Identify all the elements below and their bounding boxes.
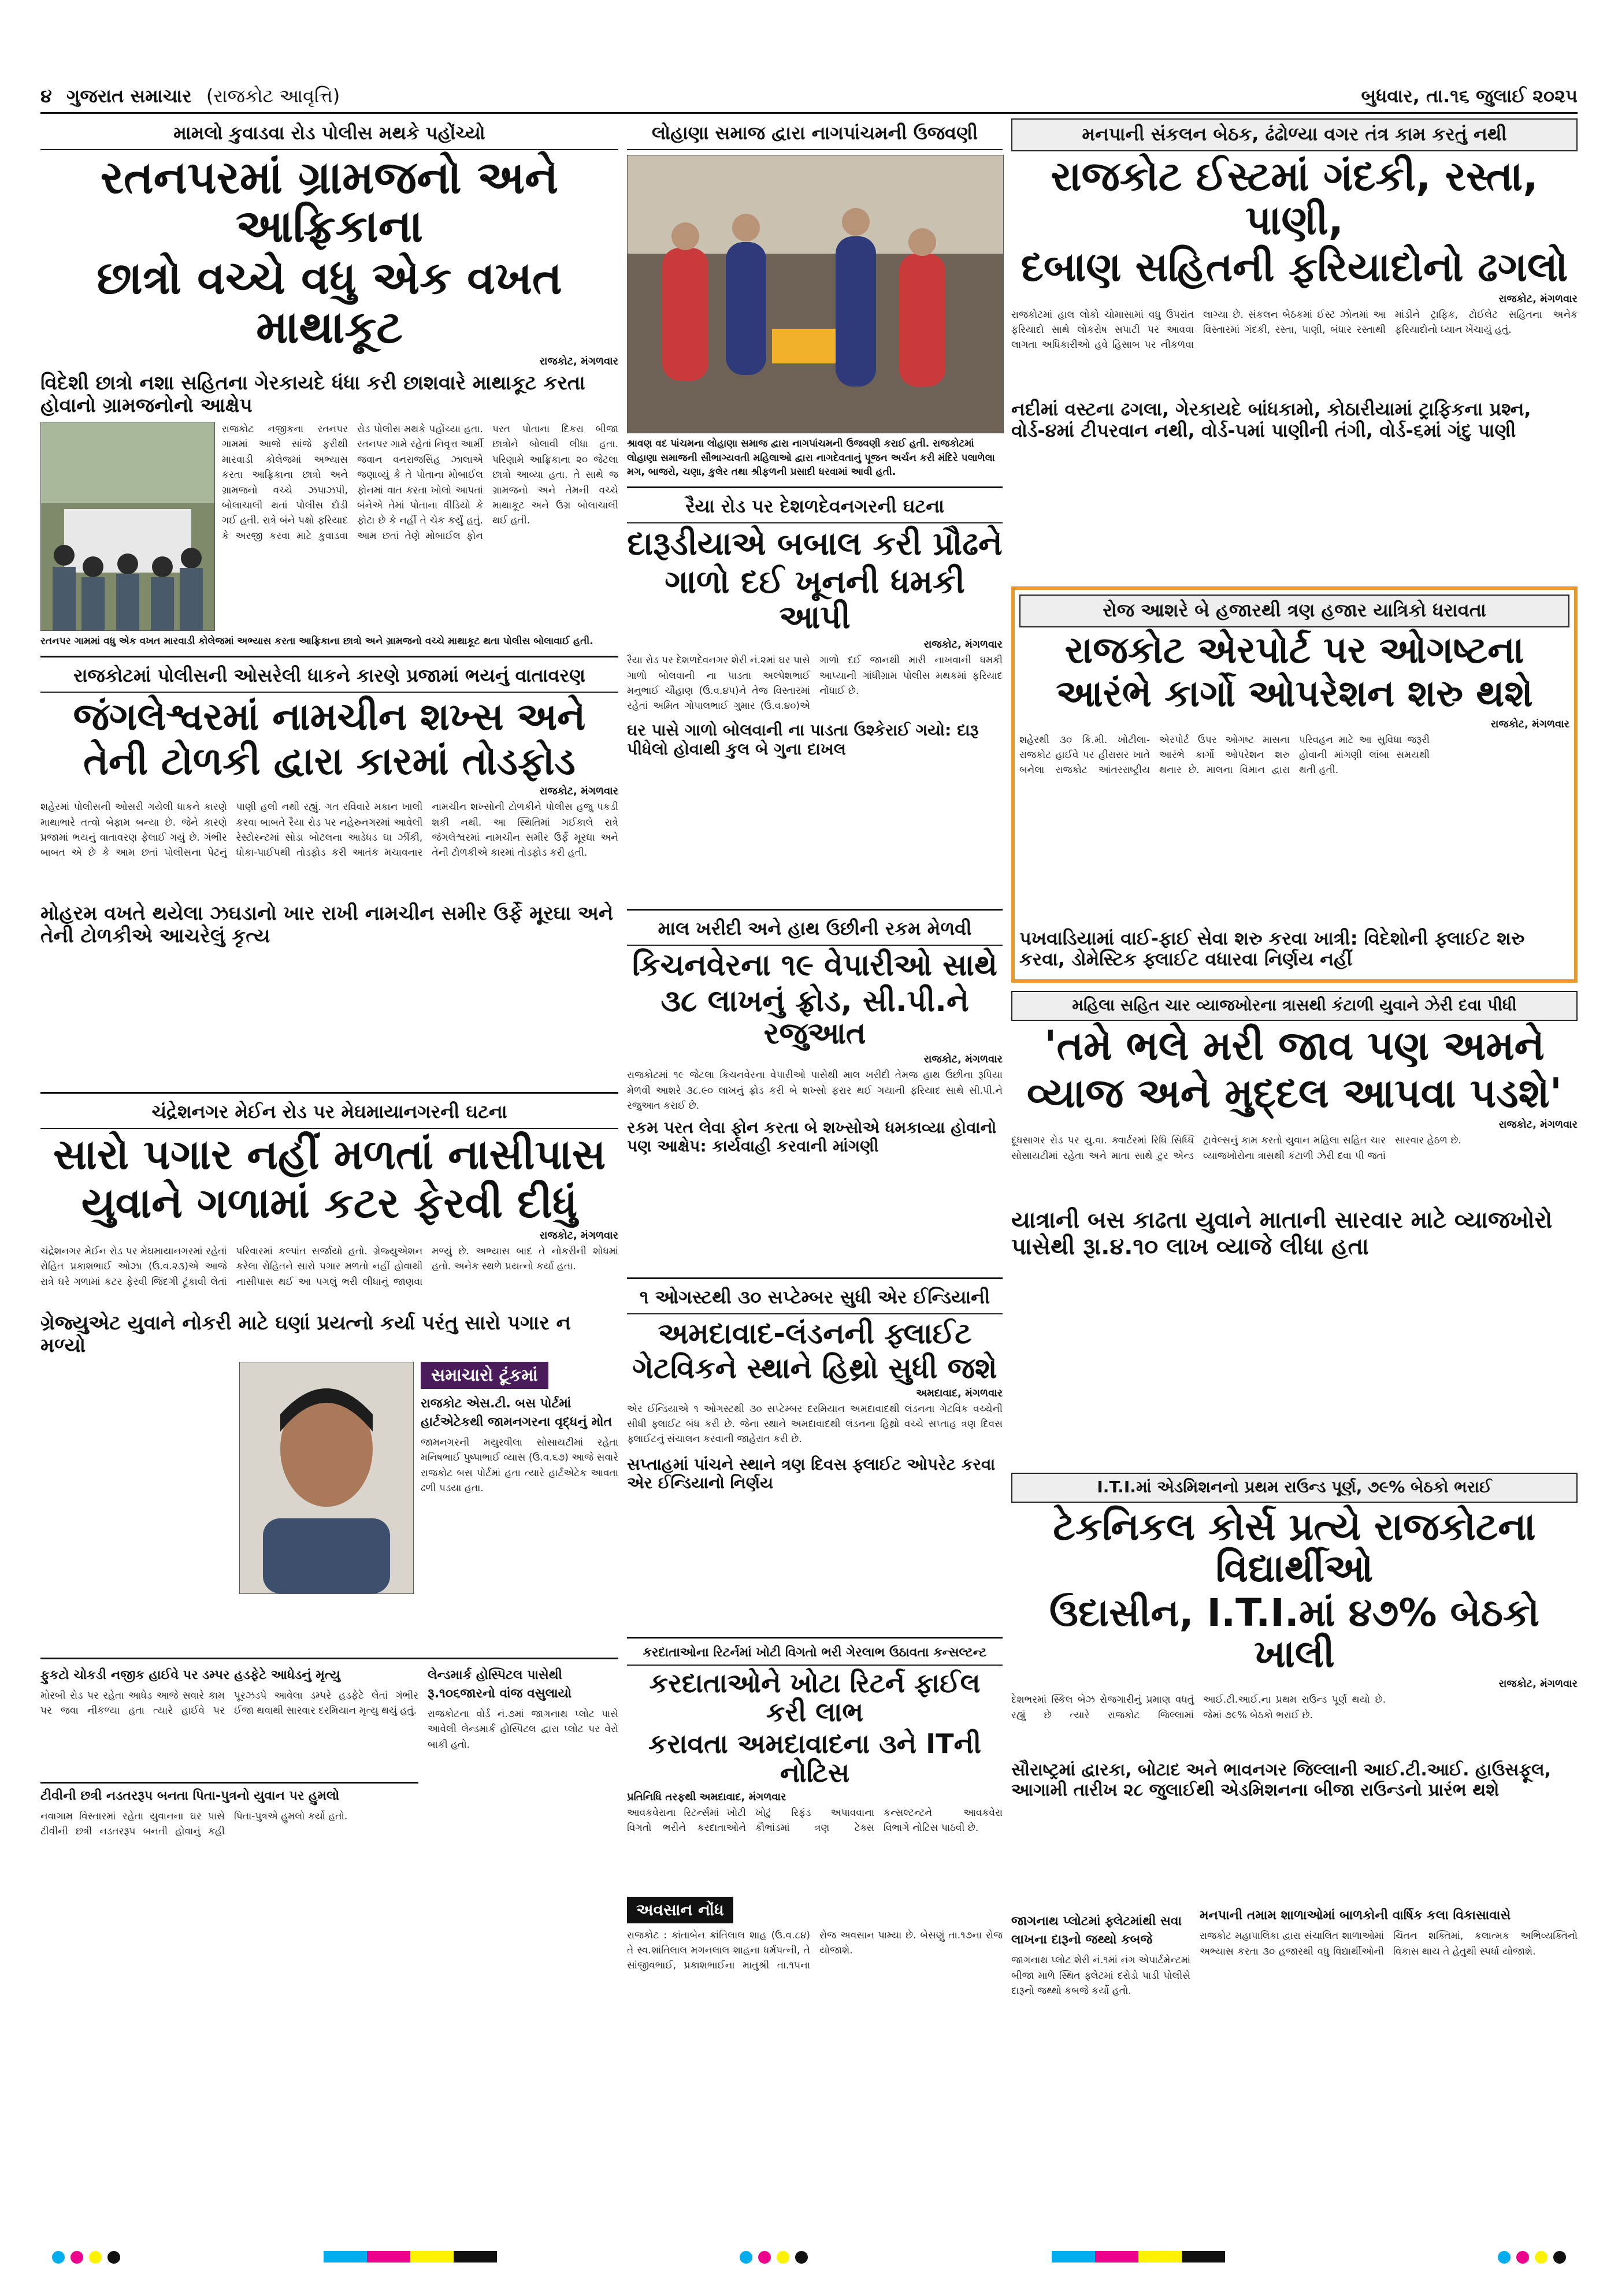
right-column: [1011, 118, 1578, 2057]
iti-body-more: [1200, 1805, 1578, 1903]
ratanpar-body: રાજકોટ નજીકના રતનપર ગામમાં આજે સાંજે ફરીથી મારવાડી કોલેજમાં અભ્યાસ કરતા આફ્રિકાના છાત્રો અને ગ્રામજનો વચ્ચે ઝપાઝપી, બોલાચાલી થતાં પોલીસ દોડી ગઈ હતી. રાત્રે બંને પક્ષો ફરિયાદ કે અરજી કરવા માટે કુવાડવા રોડ પોલીસ મથકે પહોંચ્યા હતા. રતનપર ગામે રહેતાં નિવૃત્ત આર્મી જવાન વનરાજસિંહ ઝાલાએ જણાવ્યું કે તે પોતાના મોબાઈલ ફોનમાં વાત કરતા ખોલો આપતાં બંનેએ તેમાં પોતાના વીડિયો કે ફોટા છે કે નહીં તે ચેક કર્યું હતું. આમ છતાં તેણે મોબાઈલ ફોન પરત પોતાના દિકરા બીજા છાત્રોને બોલાવી લીધા હતા. પરિણામે આફ્રિકાના ૨૦ જેટલા છાત્રો આવ્યા હતા. તે સાથે જ ગ્રામજનો અને તેમની વચ્ચે માથાકૂટ અને ઉગ્ર બોલાચાલી થઈ હતી.: [222, 423, 618, 542]
it-notice-kicker: કરદાતાઓના રિટર્નમાં ખોટી વિગતો ભરી ગેરલાભ ઉઠાવતા કન્સલ્ટન્ટ: [627, 1642, 1003, 1666]
air-india-headline-1: અમદાવાદ-લંડનની ફ્લાઈટ: [658, 1316, 972, 1350]
nagpanchami-photo: [627, 155, 1004, 433]
east-zone-body: રાજકોટમાં હાલ લોકો ચોમાસામાં વધુ ઉપરાંત ફરિયાદો સાથે લોકરોષ સપાટી પર આવવા લાગતા અધિકારીઓ હવે હિસાબ પર નીકળવા લાગ્યા છે. સંકલન બેઠકમાં ઈસ્ટ ઝોનમાં આ વિસ્તારમાં ગંદકી, રસ્તા, પાણી, બંધાર રસ્તાથી માંડીને ટ્રાફિક, ટોઈલેટ સહિતના અનેક ફરિયાદોનો ધ્યાન ખેંચાયું હતું.: [1011, 309, 1578, 351]
iti-dateline: રાજકોટ, મંગળવાર: [1498, 1678, 1578, 1691]
color-bar-right: [1052, 2251, 1225, 2262]
daruda-headline-1: દારૂડીયાએ બબાલ કરી પ્રૌઢને: [627, 525, 1003, 563]
divider: [40, 1782, 418, 1784]
airport-dateline: રાજકોટ, મંગળવાર: [1490, 718, 1569, 730]
airport-headline-2: આરંભે કાર્ગો ઓપરેશન શરુ થશે: [1056, 673, 1533, 716]
left-column: [40, 118, 618, 1896]
ratanpar-headline-1: રતનપરમાં ગ્રામજનો અને આફ્રિકાના: [100, 152, 559, 253]
landmark-hospital-headline: લેન્ડમાર્ક હોસ્પિટલ પાસેથી રૂ.૧૦૬જારનો વાંજ વસુલાયો: [428, 1668, 572, 1701]
it-notice-dateline: પ્રતિનિધિ તરફથી અમદાવાદ, મંગળવાર: [627, 1790, 786, 1803]
print-registration-strip: [0, 2251, 1618, 2268]
samachar-tunkma-label: સમાચારો ટૂંકમાં: [421, 1362, 548, 1389]
iti-body-continued: [1011, 1805, 1190, 1909]
daruda-subhead: ઘર પાસે ગાળો બોલવાની ના પાડતા ઉશ્કેરાઈ ગયો: દારૂ પીધેલો હોવાથી કુલ બે ગુના દાખલ: [627, 720, 979, 759]
registration-dots-right: [1498, 2251, 1566, 2264]
moneylender-body: દૂધસાગર રોડ પર યુ.વા. ક્વાર્ટરમાં રિધિ સિધ્ધિ સોસાયટીમાં રહેતા અને માતા સાથે ટુર એન્ડ ટ્રાવેલ્સનું કામ કરતો યુવાન મહિલા સહિત ચાર વ્યાજખોરોના ત્રાસથી કંટાળી ઝેરી દવા પી જતાં સારવાર હેઠળ છે.: [1011, 1135, 1461, 1162]
suicide-body-continued: [40, 1362, 231, 1651]
jangleshwar-dateline: રાજકોટ, મંગળવાર: [539, 785, 618, 798]
iti-headline-2: ઉદાસીન, I.T.I.માં ૪૭% બેઠકો ખાલી: [1049, 1590, 1539, 1677]
air-india-body: એર ઈન્ડિયાએ ૧ ઓગસ્ટથી ૩૦ સપ્ટેમ્બર દરમિયાન અમદાવાદથી લંડનના ગેટવિક વચ્ચેની સીધી ફ્લાઈટ બંધ કરી છે. જેના સ્થાને અમદાવાદથી લંડનના હિથ્રો વચ્ચે સપ્તાહ ત્રણ દિવસ ફ્લાઈટનું સંચાલન કરવાની જાહેરાત કરી છે.: [627, 1403, 1003, 1446]
divider: [627, 1637, 1003, 1639]
divider: [627, 486, 1003, 488]
tv-dish-attack-body: નવાગામ વિસ્તારમાં રહેતા યુવાનના ઘર પાસે ટીવીની છત્રી નડતરરૂપ બનતી હોવાનું કહી પિતા-પુત્રએ હુમલો કર્યો હતો.: [40, 1810, 348, 1838]
air-india-headline-2: ગેટવિકને સ્થાને હિથ્રો સુધી જશે: [632, 1351, 997, 1385]
airport-cargo-box: [1011, 586, 1578, 983]
divider: [627, 1277, 1003, 1279]
divider: [40, 1092, 618, 1094]
kitchenware-kicker: માલ ખરીદી અને હાથ ઉછીની રકમ મેળવી: [627, 914, 1003, 946]
east-zone-subhead: નદીમાં વસ્ટના ઢગલા, ગેરકાયદે બાંધકામો, કોઠારીયામાં ટ્રાફિકના પ્રશ્ન, વોર્ડ-૪માં ટીપરવાન નથી, વોર્ડ-૫માં પાણીની તંગી, વોર્ડ-૬માં ગંદુ પાણી: [1011, 397, 1531, 441]
suicide-kicker: ચંદ્રેશનગર મેઈન રોડ પર મેઘમાયાનગરની ઘટના: [40, 1097, 618, 1129]
edition-label: (રાજકોટ આવૃત્તિ): [206, 84, 340, 107]
nagpanchami-kicker: લોહાણા સમાજ દ્વારા નાગપાંચમની ઉજવણી: [627, 118, 1003, 150]
kitchenware-headline-1: કિચનવેરના ૧૯ વેપારીઓ સાથે: [632, 948, 997, 983]
jangleshwar-headline-2: તેની ટોળકી દ્વારા કારમાં તોડફોડ: [83, 739, 576, 784]
ratanpar-kicker: મામલો કુવાડવા રોડ પોલીસ મથકે પહોંચ્યો: [40, 118, 618, 150]
ratanpar-headline-2: છાત્રો વચ્ચે વધુ એક વખત માથાકૂટ: [97, 252, 562, 354]
iti-headline-1: ટેકનિકલ કોર્સ પ્રત્યે રાજકોટના વિદ્યાર્થીઓ: [1053, 1504, 1536, 1591]
moneylender-body-continued: [1011, 1265, 1578, 1467]
suicide-headline-1: સારો પગાર નહીં મળતાં નાસીપાસ: [53, 1130, 606, 1179]
daruda-body: રૈયા રોડ પર દેશળદેવનગર શેરી નં.૨માં ઘર પાસે ગાળો બોલવાની ના પાડતા અલ્પેશભાઈ મનુભાઈ ચૌહાણ (ઉ.વ.૪૫)ને તેજ વિસ્તારમાં રહેતાં અમિત ગોપાલભાઈ ગુમાર (ઉ.વ.૪૦)એ ગાળો દઈ જાનથી મારી નાખવાની ધમકી આપ્યાની ગાંધીગ્રામ પોલીસ મથકમાં ફરિયાદ નોંધાઈ છે.: [627, 655, 1003, 712]
airport-body: શહેરથી ૩૦ કિ.મી. ખોટીલા-રાજકોટ હાઈવે પર હીરાસર ખાતે બનેલા રાજકોટ આંતરરાષ્ટ્રીય એરપોર્ટ ઉપર ઓગષ્ટ માસના આરંભે કાર્ગો ઓપરેશન શરુ થનાર છે. માલના વિમાન દ્વારા પરિવહન માટે આ સુવિધા જરૂરી હોવાની માંગણી લાંબા સમયથી થતી હતી.: [1019, 734, 1430, 777]
schools-art-body: રાજકોટ મહાપાલિકા દ્વારા સંચાલિત શાળાઓમાં અભ્યાસ કરતા ૩૦ હજારથી વધુ વિદ્યાર્થીઓની ચિંતન શક્તિમાં, કલાત્મક અભિવ્યક્તિનો વિકાસ થાય તે હેતુથી સ્પર્ધા યોજાશે.: [1200, 1930, 1578, 1957]
jangleshwar-kicker: રાજકોટમાં પોલીસની ઓસરેલી ધાકને કારણે પ્રજામાં ભયનું વાતાવરણ: [40, 661, 618, 693]
it-notice-body: આવકવેરાના રિટર્ન્સમાં ખોટી વિગતો ભરીને કરદાતાઓને ખોટું રિફંડ અપાવવાના કૌભાંડમાં ત્રણ ટેક્સ કન્સલ્ટન્ટને આવકવેરા વિભાગે નોટિસ પાઠવી છે.: [627, 1807, 1003, 1834]
suicide-dateline: રાજકોટ, મંગળવાર: [539, 1229, 618, 1242]
moneylender-subhead: યાત્રાની બસ કાઢતા યુવાને માતાની સારવાર માટે વ્યાજખોરો પાસેથી રૂા.૪.૧૦ લાખ વ્યાજે લીધા હતા: [1011, 1207, 1553, 1261]
jangleshwar-subhead: મોહરમ વખતે થયેલા ઝઘડાનો ખાર રાખી નામચીન સમીર ઉર્ફે મૂરઘા અને તેની ટોળકીએ આચરેલું કૃત્ય: [40, 902, 614, 948]
divider: [40, 1658, 618, 1659]
suicide-headline-2: યુવાને ગળામાં કટર ફેરવી દીધું: [81, 1179, 578, 1228]
dumper-accident-body: મોરબી રોડ પર રહેતા આધેડ આજે સવારે કામ પર જવા નીકળ્યા હતા ત્યારે હાઈવે પર પૂરઝડપે આવેલા ડમ્પરે હડફેટે લેતાં ગંભીર ઈજા થવાથી સારવાર દરમિયાન મૃત્યુ થયું હતું.: [40, 1690, 418, 1717]
page-header: [40, 80, 1578, 114]
avsan-nondh-label: અવસાન નોંધ: [627, 1897, 733, 1923]
registration-dots-left: [52, 2251, 120, 2264]
moneylender-headline-2: વ્યાજ અને મુદ્દલ આપવા પડશે': [1026, 1069, 1563, 1117]
east-zone-body-continued: [1011, 445, 1578, 578]
tv-dish-attack-headline: ટીવીની છત્રી નડતરરૂપ બનતા પિતા-પુત્રનો યુવાન પર હુમલો: [40, 1789, 340, 1804]
airport-headline-1: રાજકોટ એરપોર્ટ પર ઓગષ્ટના: [1064, 629, 1524, 673]
header-left: [40, 85, 348, 107]
moneylender-kicker: મહિલા સહિત ચાર વ્યાજખોરના ત્રાસથી કંટાળી યુવાને ઝેરી દવા પીધી: [1011, 991, 1578, 1021]
kitchenware-headline-2: ૩૮ લાખનું ફ્રોડ, સી.પી.ને રજુઆત: [660, 983, 969, 1052]
kitchenware-body: રાજકોટમાં ૧૯ જેટલા કિચનવેરના વેપારીઓ પાસેથી માલ ખરીદી તેમજ હાથ ઉછીના રૂપિયા મેળવી આશરે ૩૮.૯૦ લાખનું ફ્રોડ કરી બે શખ્સો ફરાર થઈ ગયાની ફરિયાદ સાથે સી.પી.ને રજુઆત કરાઈ છે.: [627, 1069, 1003, 1112]
divider: [40, 656, 618, 657]
jangleshwar-body: શહેરમાં પોલીસની ઓસરી ગયેલી ધાકને કારણે માથાભારે તત્વો બેફામ બન્યા છે. જેને કારણે પ્રજામાં ભયનું વાતાવરણ ફેલાઈ ગયું છે. ગંભીર બાબત એ છે કે આમ છતાં પોલીસના પેટનું પાણી હલી નથી રહ્યું. ગત રવિવારે મકાન ખાલી કરવા બાબતે રૈયા રોડ પર નહેરુનગરમાં આવેલી રેસ્ટોરન્ટમાં સોડા બોટલના આડેધડ ઘા ઝીંકી, ધોકા-પાઈપથી તોડફોડ કરી આતંક મચાવનાર નામચીન શખ્સોની ટોળકીને પોલીસ હજુ પકડી શકી નથી. આ સ્થિતિમાં ગઈકાલે રાત્રે જંગલેશ્વરમાં નામચીન સમીર ઉર્ફે મૂરઘા અને તેની ટોળકીએ કારમાં તોડફોડ કરી હતી.: [40, 801, 618, 859]
ratanpar-photo-caption: રતનપર ગામમાં વધુ એક વખત મારવાડી કોલેજમાં અભ્યાસ કરતા આફ્રિકાના છાત્રો અને ગ્રામજનો વચ્ચે માથાકૂટ થતા પોલીસ બોલાવાઈ હતી.: [40, 636, 593, 648]
nagpanchami-caption: શ્રાવણ વદ પાંચમના લોહાણા સમાજ દ્વારા નાગપાંચમની ઉજવણી કરાઈ હતી. રાજકોટમાં લોહાણા સમાજની સૌભાગ્યવતી મહિલાઓ દ્વારા નાગદેવતાનું પૂજન અર્ચન કરી મંદિરે પલાળેલા મગ, બાજરો, ચણા, કુલેર તથા શ્રીફળની પ્રસાદી ધરવામાં આવી હતી.: [627, 438, 995, 478]
east-zone-kicker: મનપાની સંકલન બેઠક, ઢંઢોળ્યા વગર તંત્ર કામ કરતું નથી: [1011, 118, 1578, 151]
registration-dots-center: [740, 2251, 808, 2264]
liquor-seizure-headline: જાગનાથ પ્લોટમાં ફ્લેટમાંથી સવા લાખના દારૂનો જથ્થો કબજે: [1011, 1914, 1182, 1948]
st-bus-headline: રાજકોટ એસ.ટી. બસ પોર્ટમાં હાર્ટએટેકથી જામનગરના વૃદ્ધનું મોત: [421, 1396, 613, 1430]
east-zone-headline-2: દબાણ સહિતની ફરિયાદોનો ઢગલો: [1020, 243, 1568, 291]
air-india-dateline: અમદાવાદ, મંગળવાર: [916, 1387, 1003, 1399]
color-bar-left: [324, 2251, 497, 2262]
suicide-subhead: ગ્રેજ્યુએટ યુવાને નોકરી માટે ઘણાં પ્રયત્નો કર્યા પરંતુ સારો પગાર ન મળ્યો: [40, 1311, 571, 1358]
kitchenware-dateline: રાજકોટ, મંગળવાર: [923, 1053, 1003, 1066]
moneylender-dateline: રાજકોટ, મંગળવાર: [1498, 1119, 1578, 1131]
ratanpar-crowd-photo: [40, 422, 215, 631]
schools-art-headline: મનપાની તમામ શાળાઓમાં બાળકોની વાર્ષિક કલા વિકાસાવાસે: [1200, 1908, 1511, 1923]
moneylender-headline-1: 'તમે ભલે મરી જાવ પણ અમને: [1044, 1022, 1545, 1070]
airport-subhead: પખવાડિયામાં વાઈ-ફાઈ સેવા શરુ કરવા ખાત્રી: વિદેશોની ફ્લાઈટ શરુ કરવા, ડોમેસ્ટિક ફ્લાઈટ વધારવા નિર્ણય નહીં: [1019, 927, 1525, 971]
ratanpar-photo-block: [40, 422, 214, 631]
kitchenware-subhead: રકમ પરત લેવા ફોન કરતા બે શખ્સોએ ધમકાવ્યા હોવાનો પણ આક્ષેપ: કાર્યવાહી કરવાની માંગણી: [627, 1118, 997, 1156]
iti-kicker: I.T.I.માં એડમિશનનો પ્રથમ રાઉન્ડ પૂર્ણ, ૭૯% બેઠકો ભરાઈ: [1011, 1473, 1578, 1503]
landmark-hospital-body: રાજકોટના વોર્ડ નં.૭માં જાગનાથ પ્લોટ પાસે આવેલી લેન્ડમાર્ક હોસ્પિટલ દ્વારા પ્લોટ પર વેરો બાકી હતો.: [428, 1708, 618, 1751]
air-india-subhead: સપ્તાહમાં પાંચને સ્થાને ત્રણ દિવસ ફ્લાઈટ ઓપરેટ કરવા એર ઈન્ડિયાનો નિર્ણય: [627, 1454, 996, 1492]
suicide-body: ચંદ્રેશનગર મેઈન રોડ પર મેઘમાયાનગરમાં રહેતાં રોહિત પ્રકાશભાઈ ઓઝા (ઉ.વ.૨૩)એ આજે રાત્રે ઘરે ગળામાં કટર ફેરવી જિંદગી ટૂંકાવી લેતાં પરિવારમાં કલ્પાંત સર્જાયો હતો. ગ્રેજ્યુએશન કરેલા રોહિતને સારો પગાર મળતો નહીં હોવાથી નાસીપાસ થઈ આ પગલું ભરી લીધાનું જાણવા મળ્યું છે. અભ્યાસ બાદ તે નોકરીની શોધમાં હતો. અનેક સ્થળે પ્રયત્નો કર્યા હતા.: [40, 1245, 618, 1288]
kitchenware-body-continued: [627, 1161, 1003, 1270]
daruda-headline-2: ગાળો દઈ ખૂનની ધમકી આપી: [665, 563, 965, 636]
liquor-seizure-body: જાગનાથ પ્લોટ શેરી નં.૧માં નંગ એપાર્ટમેન્ટમાં બીજા માળે સ્થિત ફ્લેટમાં દરોડો પાડી પોલીસે દારૂનો જથ્થો કબજે કર્યો હતો.: [1011, 1955, 1190, 1997]
newspaper-name: ગુજરાત સમાચાર: [66, 84, 192, 107]
divider: [627, 909, 1003, 911]
ratanpar-dateline: રાજકોટ, મંગળવાર: [539, 355, 618, 367]
east-zone-dateline: રાજકોટ, મંગળવાર: [1498, 292, 1578, 305]
dumper-accident-headline: ફુકટો ચોકડી નજીક હાઈવે પર ડમ્પર હડફેટે આધેડનું મૃત્યુ: [40, 1668, 341, 1683]
victim-portrait-photo: [239, 1362, 414, 1594]
issue-date: બુધવાર, તા.૧૬ જુલાઈ ૨૦૨૫: [1361, 84, 1578, 107]
daruda-kicker: રૈયા રોડ પર દેશળદેવનગરની ઘટના: [627, 492, 1003, 523]
east-zone-headline-1: રાજકોટ ઈસ્ટમાં ગંદકી, રસ્તા, પાણી,: [1051, 153, 1538, 244]
airport-kicker: રોજ આશરે બે હજારથી ત્રણ હજાર યાત્રિકો ધરાવતા: [1019, 595, 1569, 627]
st-bus-body: જામનગરની મયુરવીલા સોસાયટીમાં રહેતા મનિષભાઈ પુષ્પાભાઈ વ્યાસ (ઉ.વ.૬૭) આજે સવારે રાજકોટ બસ પોર્ટમાં હતા ત્યારે હાર્ટએટેક આવતા ઢળી પડયા હતા.: [421, 1436, 618, 1494]
it-notice-headline-2: કરાવતા અમદાવાદના ૩ને ITની નોટિસ: [648, 1728, 981, 1788]
center-column: [627, 118, 1003, 2067]
iti-body: દેશભરમાં સ્કિલ બેઝ રોજગારીનું પ્રમાણ વધતું રહ્યું છે ત્યારે રાજકોટ જિલ્લામાં આઈ.ટી.આઈ.ના પ્રથમ રાઉન્ડ પૂર્ણ થયો છે. જેમાં ૭૯% બેઠકો ભરાઈ છે.: [1011, 1694, 1386, 1721]
avsan-nondh-body: રાજકોટ : કાંતાબેન ક્રાંતિલાલ શાહ (ઉ.વ.૮૪) તે સ્વ.શાંતિલાલ મગનલાલ શાહના ધર્મપત્ની, તે સાંજીવભાઈ, પ્રકાશભાઈના માતુશ્રી તા.૧૫ના રોજ અવસાન પામ્યા છે. બેસણું તા.૧૭ના રોજ યોજાશે.: [627, 1929, 1003, 1972]
jangleshwar-body-continued: [40, 952, 618, 1085]
it-notice-headline-1: કરદાતાઓને ખોટા રિટર્ન ફાઈલ કરી લાભ: [649, 1667, 981, 1727]
jangleshwar-headline-1: જંગલેશ્વરમાં નામચીન શખ્સ અને: [73, 694, 586, 739]
daruda-body-continued: [627, 763, 1003, 902]
ratanpar-subhead: વિદેશી છાત્રો નશા સહિતના ગેરકાયદે ધંધા કરી છાશવારે માથાકૂટ કરતા હોવાનો ગ્રામજનોનો આક્ષેપ: [40, 371, 585, 418]
page-number: ૪: [40, 84, 52, 107]
daruda-dateline: રાજકોટ, મંગળવાર: [923, 638, 1003, 651]
air-india-body-continued: [627, 1497, 1003, 1630]
iti-subhead: સૌરાષ્ટ્રમાં દ્વારકા, બોટાદ અને ભાવનગર જિલ્લાની આઈ.ટી.આઈ. હાઉસફૂલ, આગામી તારીખ ૨૮ જુલાઈથી એડમિશનના બીજા રાઉન્ડનો પ્રારંભ થશે: [1011, 1760, 1552, 1800]
air-india-kicker: ૧ ઓગસ્ટથી ૩૦ સપ્ટેમ્બર સુધી એર ઈન્ડિયાની: [627, 1283, 1003, 1314]
